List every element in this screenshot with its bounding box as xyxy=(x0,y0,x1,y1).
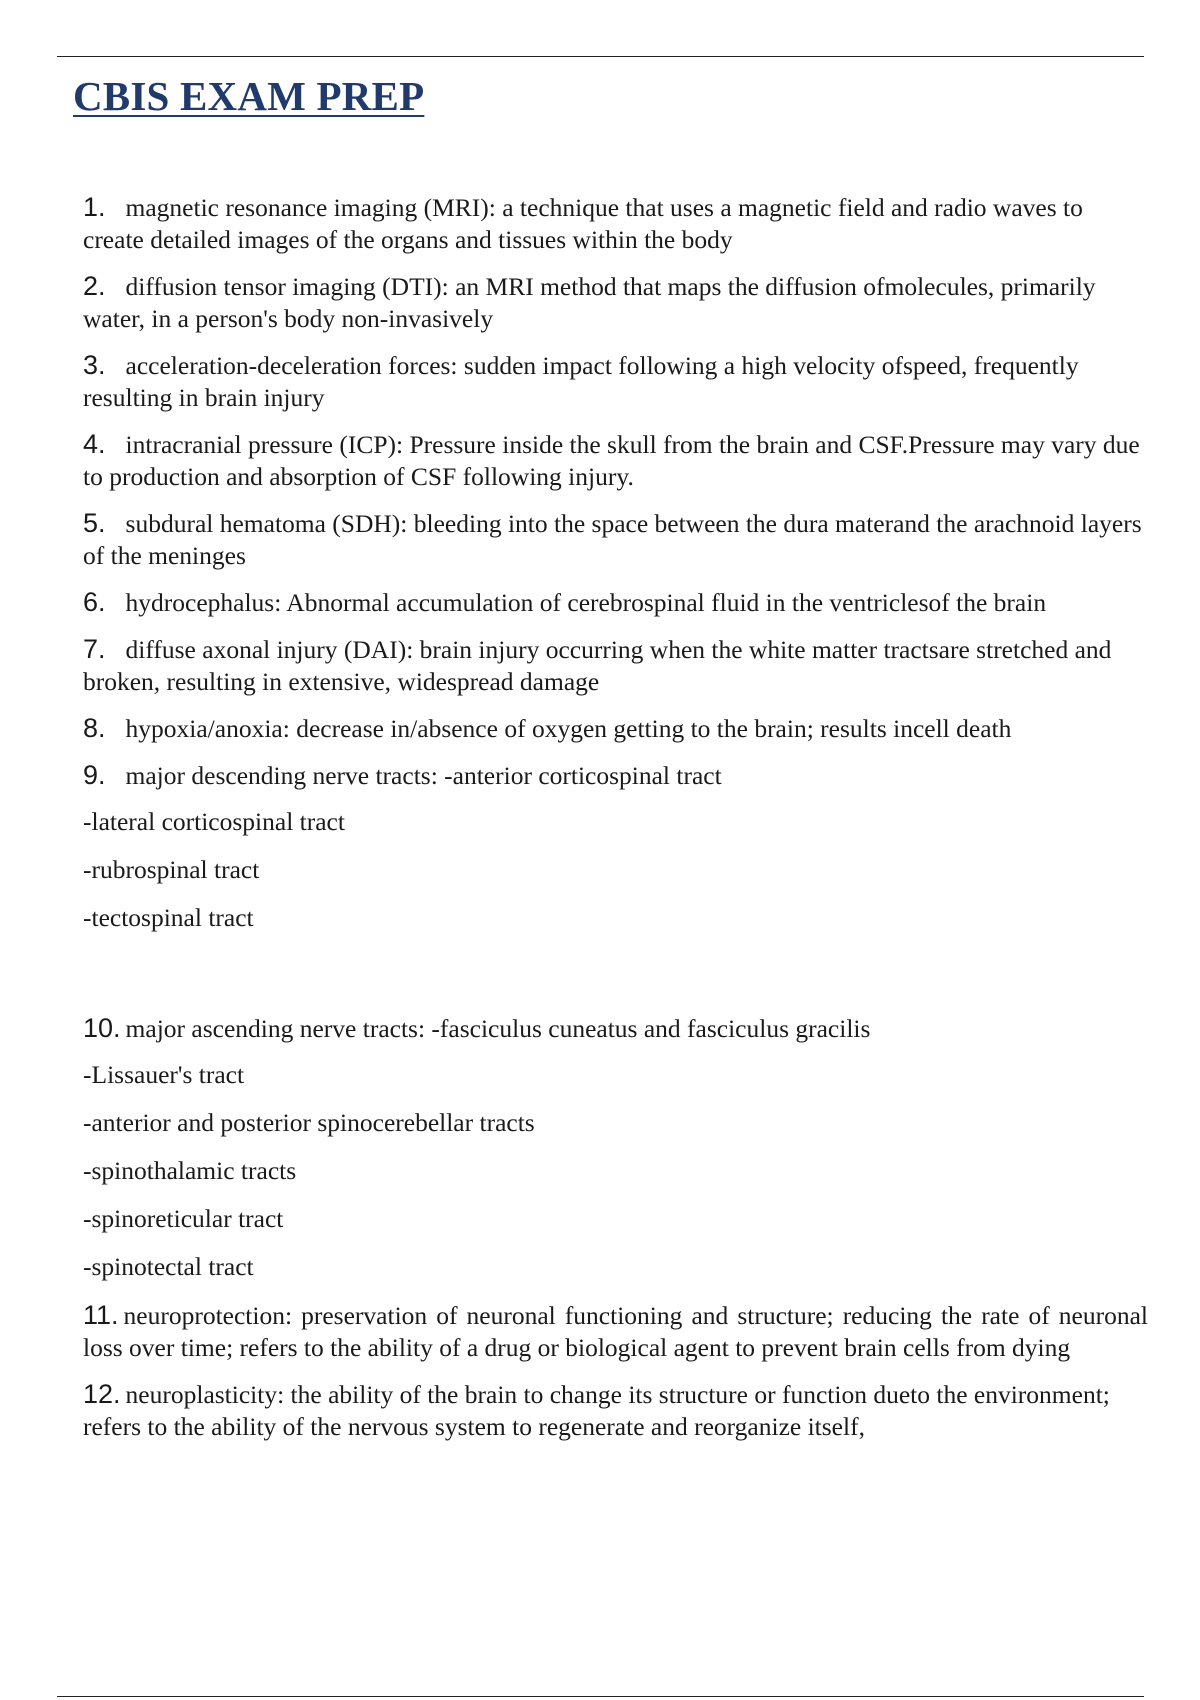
list-item xyxy=(83,1378,1148,1443)
item-text: magnetic resonance imaging (MRI): a technique that uses a magnetic field and radio waves to create detailed images of the organs and tissues within the body xyxy=(83,193,1083,254)
descending-tract-line: -rubrospinal tract xyxy=(83,855,260,884)
item-number: 6. xyxy=(83,587,106,617)
ascending-tract-line: -Lissauer's tract xyxy=(83,1060,245,1089)
descending-tract-line: -tectospinal tract xyxy=(83,903,254,932)
list-item xyxy=(83,270,1148,335)
item-text: hydrocephalus: Abnormal accumulation of cerebrospinal fluid in the ventriclesof the brain xyxy=(125,588,1047,617)
top-rule xyxy=(57,56,1144,57)
item-number: 3. xyxy=(83,350,106,380)
item-text: subdural hematoma (SDH): bleeding into the space between the dura materand the arachnoid layers of the meninges xyxy=(83,509,1142,570)
item-number: 7. xyxy=(83,634,106,664)
list-item xyxy=(83,349,1148,414)
item-text: neuroprotection: preservation of neuronal functioning and structure; reducing the rate of neuronal loss over time; refers to the ability of a drug or biological agent to prevent brain cells from dying xyxy=(83,1301,1148,1362)
item-text: acceleration-deceleration forces: sudden impact following a high velocity ofspeed, frequently resulting in brain injury xyxy=(83,351,1079,412)
item-text: hypoxia/anoxia: decrease in/absence of oxygen getting to the brain; results incell death xyxy=(125,714,1012,743)
section-spacer xyxy=(83,950,1148,1012)
descending-tract-line: -lateral corticospinal tract xyxy=(83,807,345,836)
list-item xyxy=(83,507,1148,572)
item-text: diffusion tensor imaging (DTI): an MRI method that maps the diffusion ofmolecules, primarily water, in a person's body non-invasively xyxy=(83,272,1096,333)
page-title: CBIS EXAM PREP xyxy=(73,73,425,119)
document-body xyxy=(83,191,1148,1457)
list-item xyxy=(83,1012,1148,1045)
list-item xyxy=(83,586,1148,619)
ascending-tract-line: -spinotectal tract xyxy=(83,1252,254,1281)
list-item xyxy=(83,1299,1148,1364)
ascending-tract-line: -spinoreticular tract xyxy=(83,1204,284,1233)
item-text: intracranial pressure (ICP): Pressure inside the skull from the brain and CSF.Pressure may vary due to production and absorption of CSF following injury. xyxy=(83,430,1140,491)
item-number: 10. xyxy=(83,1013,121,1043)
item-text: diffuse axonal injury (DAI): brain injury occurring when the white matter tractsare stretched and broken, resulting in extensive, widespread damage xyxy=(83,635,1112,696)
item-number: 1. xyxy=(83,192,106,222)
item-number: 11. xyxy=(83,1300,119,1330)
item-number: 5. xyxy=(83,508,106,538)
item-text: major ascending nerve tracts: -fasciculus cuneatus and fasciculus gracilis xyxy=(125,1014,871,1043)
list-item xyxy=(83,759,1148,792)
item-number: 12. xyxy=(83,1379,121,1409)
item-number: 2. xyxy=(83,271,106,301)
item-number: 4. xyxy=(83,429,106,459)
list-item xyxy=(83,428,1148,493)
item-text: neuroplasticity: the ability of the brain to change its structure or function dueto the environment; refers to the ability of the nervous system to regenerate and reorganize itself, xyxy=(83,1380,1110,1441)
ascending-tract-line: -anterior and posterior spinocerebellar tracts xyxy=(83,1108,535,1137)
item-number: 9. xyxy=(83,760,106,790)
item-text: major descending nerve tracts: -anterior corticospinal tract xyxy=(125,761,722,790)
bottom-rule xyxy=(57,1696,1144,1697)
item-number: 8. xyxy=(83,713,106,743)
list-item xyxy=(83,633,1148,698)
list-item xyxy=(83,191,1148,256)
list-item xyxy=(83,712,1148,745)
ascending-tract-line: -spinothalamic tracts xyxy=(83,1156,297,1185)
